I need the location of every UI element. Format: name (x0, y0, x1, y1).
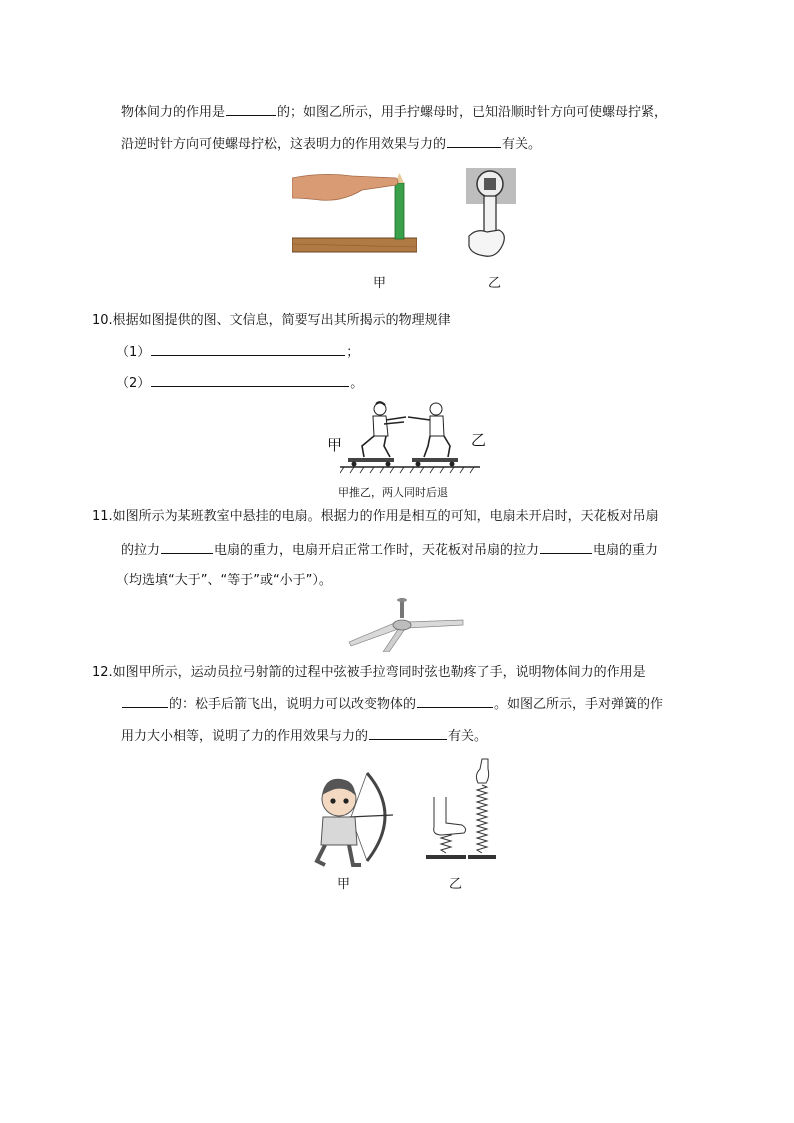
q9-label-yi: 乙 (488, 276, 502, 291)
q9-line1 (121, 102, 667, 122)
q10-item1-suffix: ； (346, 345, 360, 360)
q10-item1 (116, 342, 359, 362)
archer-figure (305, 765, 395, 870)
q10-label-yi: 乙 (471, 431, 487, 449)
wrench-hand-figure (463, 166, 518, 264)
skateboard-push-figure (340, 400, 480, 475)
q9-blank-2[interactable] (447, 134, 501, 148)
q11-line1: 11.如图所示为某班教室中悬挂的电扇。根据力的作用是相互的可知，电扇未开启时，天花板对吊扇 (92, 509, 659, 524)
q10-item2 (116, 373, 363, 393)
q10-item1-prefix: （1） (116, 345, 151, 360)
q12-line3-text-a: 用力大小相等，说明了力的作用效果与力的 (121, 729, 369, 744)
q9-blank-1[interactable] (226, 102, 276, 116)
q11-line2 (121, 540, 658, 560)
q11-blank-2[interactable] (540, 540, 592, 554)
spring-hands-figure (424, 757, 499, 862)
q9-line2 (121, 134, 541, 154)
q10-blank-2[interactable] (151, 373, 349, 387)
q11-blank-1[interactable] (161, 540, 213, 554)
q12-label-jia: 甲 (337, 877, 351, 892)
q12-label-yi: 乙 (449, 877, 463, 892)
q10-blank-1[interactable] (151, 342, 345, 356)
q10-stem: 10.根据如图提供的图、文信息，简要写出其所揭示的物理规律 (92, 313, 451, 328)
q9-line1-text-b: 的；如图乙所示，用手拧螺母时，已知沿顺时针方向可使螺母拧紧， (277, 105, 668, 120)
q9-label-jia: 甲 (373, 276, 387, 291)
q11-line2-text-a: 的拉力 (121, 543, 161, 558)
q10-figure-caption: 甲推乙，两人同时后退 (338, 486, 448, 499)
q12-line1: 12.如图甲所示，运动员拉弓射箭的过程中弦被手拉弯同时弦也勒疼了手，说明物体间力的作用是 (92, 665, 646, 680)
q12-line2-text-a: 的：松手后箭飞出，说明力可以改变物体的 (169, 697, 417, 712)
q10-item2-suffix: 。 (350, 376, 364, 391)
q12-blank-1[interactable] (122, 694, 168, 708)
q12-line2 (121, 694, 663, 714)
q11-line3: （均选填“大于”、“等于”或“小于”）。 (116, 573, 332, 588)
q11-line2-text-c: 电扇的重力 (593, 543, 659, 558)
q12-line2-text-b: 。如图乙所示，手对弹簧的作 (494, 697, 664, 712)
q10-item2-prefix: （2） (116, 376, 151, 391)
q9-line1-text-a: 物体间力的作用是 (121, 105, 226, 120)
q12-line3-text-b: 有关。 (448, 729, 488, 744)
q10-label-jia: 甲 (327, 436, 343, 454)
finger-pencil-figure (292, 168, 417, 258)
q12-blank-3[interactable] (369, 726, 447, 740)
q12-line3 (121, 726, 487, 746)
q12-blank-2[interactable] (417, 694, 493, 708)
q11-line2-text-b: 电扇的重力，电扇开启正常工作时，天花板对吊扇的拉力 (214, 543, 540, 558)
q9-line2-text-b: 有关。 (502, 137, 542, 152)
ceiling-fan-figure (347, 598, 465, 652)
q9-line2-text-a: 沿逆时针方向可使螺母拧松，这表明力的作用效果与力的 (121, 137, 447, 152)
